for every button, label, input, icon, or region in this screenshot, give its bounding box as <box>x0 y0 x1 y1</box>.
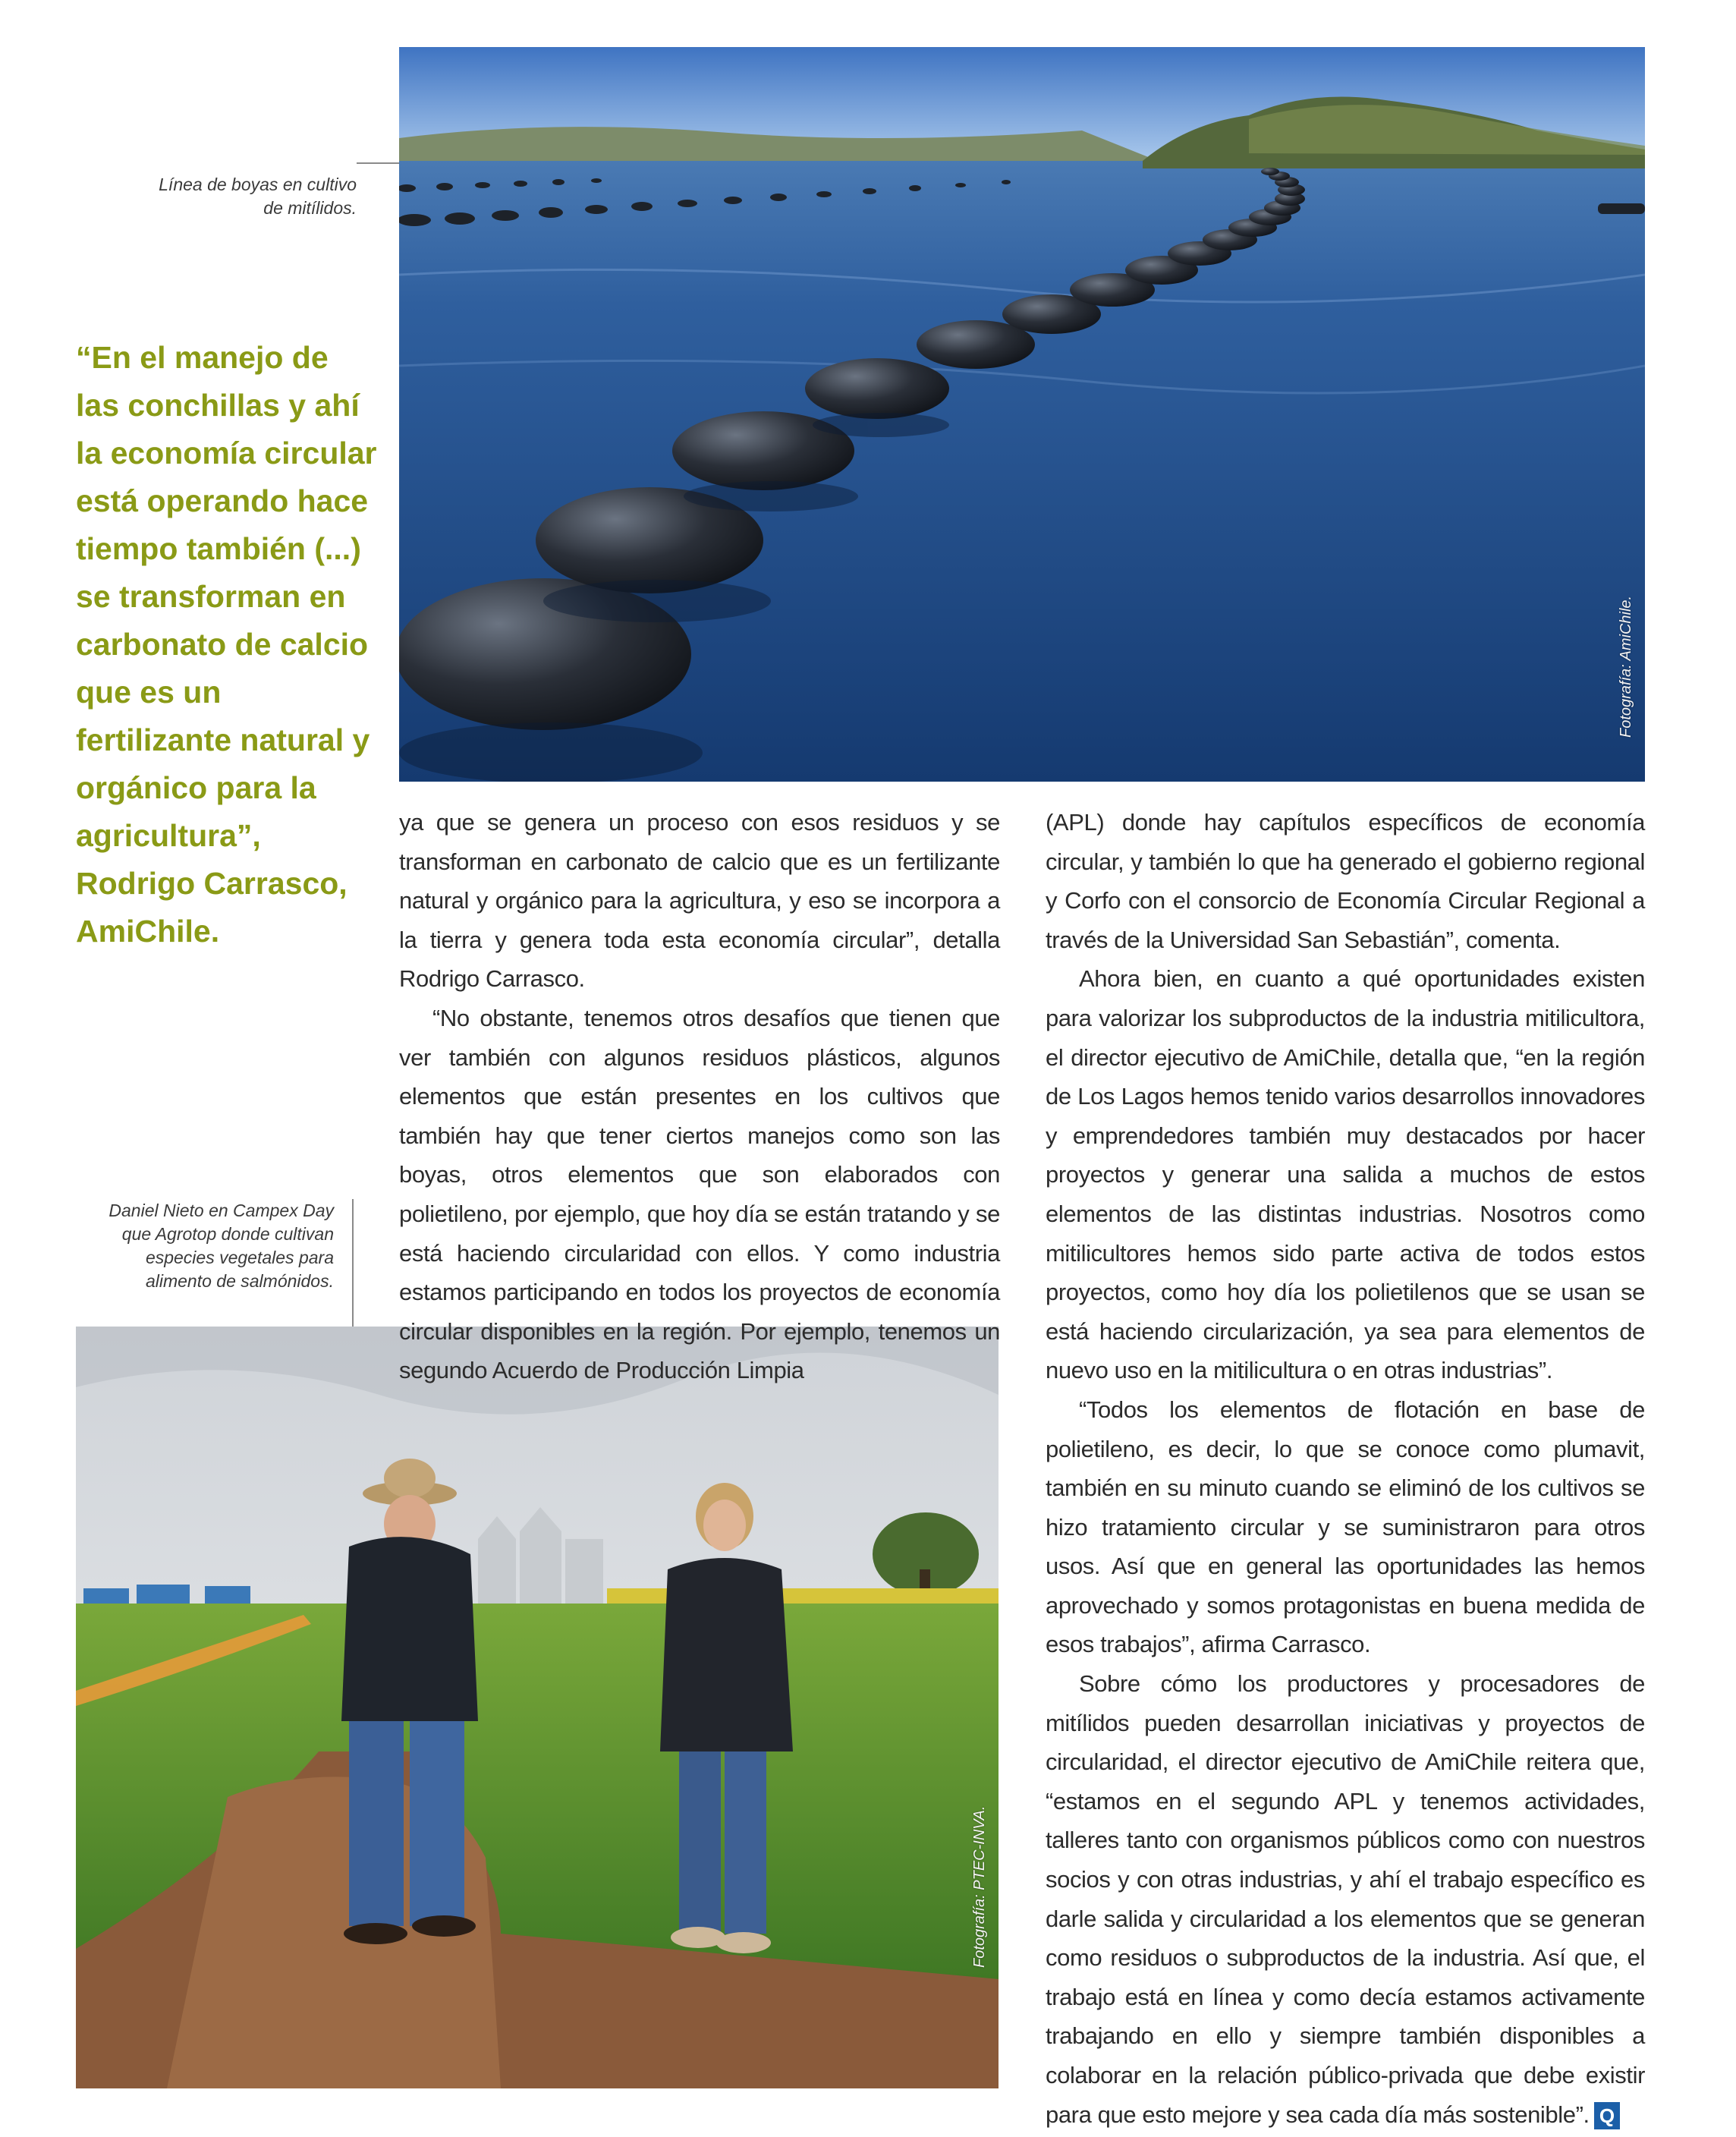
photo-caption: Línea de boyas en cultivo de mitílidos. <box>159 175 357 218</box>
caption-divider <box>357 162 399 164</box>
paragraph: Ahora bien, en cuanto a qué oportunidades existen para valorizar los subproductos de la industria mitilicultora, el director ejecutivo de AmiChile, detalla que, “en la región de Los Lagos hemos tenido varios desarrollos innovadores y emprendedores también muy destacados por hacer proyectos y generar una salida a muchos de estos elementos de las distintas industrias. Nosotros como mitilicultores hemos sido parte activa de todos estos proyectos, como hoy día los polietilenos que se usan se está haciendo circularización, ya sea para elementos de nuevo uso en la mitilicultura o en otras industrias”. <box>1046 965 1645 1384</box>
paragraph: ya que se genera un proceso con esos residuos y se transforman en carbonato de calcio que es un fertilizante natural y orgánico para la agricultura, y eso se incorpora a la tierra y genera toda esta economía circular”, detalla Rodrigo Carrasco. <box>399 809 1000 993</box>
photo-credit: Fotografía: AmiChile. <box>1618 595 1634 738</box>
article-column-right <box>1046 803 1645 2134</box>
end-of-article-mark: Q <box>1594 2102 1620 2129</box>
article-column-middle <box>399 803 1000 1390</box>
paragraph-text: Sobre cómo los productores y procesadores de mitílidos pueden desarrollan iniciativas y proyectos de circularidad, el director ejecutivo de AmiChile reitera que, “estamos en el segundo APL y tenemos actividades, talleres tanto con organismos públicos como con nuestros socios y con otras industrias, y ahí el trabajo específico es darle salida y circularidad a los elementos que se generan como residuos o subproductos de la industria. Así que, el trabajo está en línea y como decía estamos activamente trabajando en ello y siempre también disponibles a colaborar en la relación público-privada que debe existir para que esto mejore y sea cada día más sostenible”. <box>1046 1670 1645 2128</box>
field-photo <box>76 1327 999 2088</box>
caption-divider <box>352 1199 354 1327</box>
photo-credit: Fotografía: PTEC-INVA. <box>971 1805 988 1968</box>
paragraph: “No obstante, tenemos otros desafíos que tienen que ver también con algunos residuos plásticos, algunos elementos que están presentes en los cultivos que también hay que tener ciertos manejos como son las boyas, otros elementos que son elaborados con polietileno, por ejemplo, que hoy día se están tratando y se está haciendo circularidad con ellos. Y como industria estamos participando en todos los proyectos de economía circular disponibles en la región. Por ejemplo, tenemos un segundo Acuerdo de Producción Limpia <box>399 1004 1000 1384</box>
photo-caption: Daniel Nieto en Campex Day que Agrotop donde cultivan especies vegetales para alimento de salmónidos. <box>108 1201 334 1291</box>
buoy-line-photo <box>399 47 1645 782</box>
paragraph <box>1046 1664 1645 2134</box>
paragraph: “Todos los elementos de flotación en base de polietileno, es decir, lo que se conoce como plumavit, también en su minuto cuando se eliminó de los cultivos se hizo tratamiento circular y se suministraron para otros usos. Así que en general las oportunidades las hemos aprovechado y somos protagonistas en buena medida de esos trabajos”, afirma Carrasco. <box>1046 1396 1645 1658</box>
pull-quote: “En el manejo de las conchillas y ahí la economía circular está operando hace tiempo también (...) se transforman en carbonato de calcio que es un fertilizante natural y orgánico para la agricultura”, Rodrigo Carrasco, AmiChile. <box>76 340 377 949</box>
paragraph: (APL) donde hay capítulos específicos de economía circular, y también lo que ha generado el gobierno regional y Corfo con el consorcio de Economía Circular Regional a través de la Universidad San Sebastián”, comenta. <box>1046 809 1645 953</box>
